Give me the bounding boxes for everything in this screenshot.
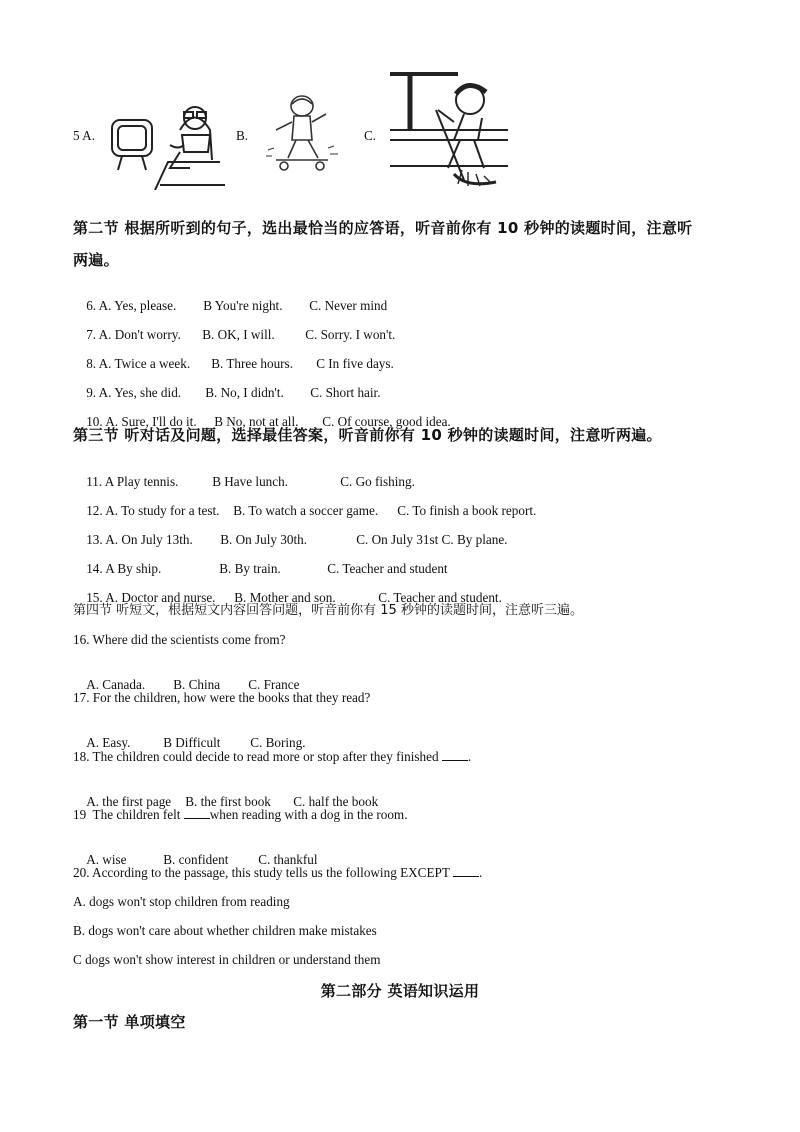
- section4-title: 第四节 听短文，根据短文内容回答问题，听音前你有 15 秒钟的读题时间，注意听三遍。: [73, 603, 583, 618]
- q15-option-c: C. Teacher and student.: [378, 590, 502, 605]
- q16-option-a: A. Canada.: [86, 677, 146, 692]
- section2-title-line1: 第二节 根据所听到的句子，选出最恰当的应答语，听音前你有 10 秒钟的读题时间，注意听: [73, 219, 693, 237]
- q12-option-a: 12. A. To study for a test.: [86, 503, 220, 518]
- q6-option-a: 6. A. Yes, please.: [86, 298, 177, 313]
- q8-option-c: C In five days.: [316, 356, 394, 371]
- q20-question-text: 20. According to the passage, this study tells us the following EXCEPT: [73, 865, 450, 880]
- q18-question-text: 18. The children could decide to read more or stop after they finished: [73, 749, 439, 764]
- q16-option-b: B. China: [173, 677, 221, 692]
- q12-option-b: B. To watch a soccer game.: [233, 503, 379, 518]
- section3-title: 第三节 听对话及问题，选择最佳答案，听音前你有 10 秒钟的读题时间，注意听两遍。: [73, 426, 662, 444]
- q19-option-b: B. confident: [163, 852, 229, 867]
- q6-option-b: B You're night.: [203, 298, 283, 313]
- q9-option-c: C. Short hair.: [310, 385, 381, 400]
- q9-option-a: 9. A. Yes, she did.: [86, 385, 182, 400]
- tv-watching-picture: [100, 90, 230, 190]
- q5-label-a: [73, 128, 95, 144]
- q14-option-b: B. By train.: [219, 561, 281, 576]
- q8-option-b: B. Three hours.: [211, 356, 293, 371]
- q20-option-b: B. dogs won't care about whether children make mistakes: [73, 923, 377, 938]
- q16-option-c: C. France: [248, 677, 300, 692]
- q18-option-b: B. the first book: [185, 794, 271, 809]
- q17-option-a: A. Easy.: [86, 735, 131, 750]
- q7-option-b: B. OK, I will.: [202, 327, 275, 342]
- q19-option-a: A. wise: [86, 852, 127, 867]
- q20-question-end: .: [478, 865, 483, 880]
- q19-answer-blank: [184, 807, 210, 819]
- sweeping-picture: [388, 70, 513, 190]
- q13-option-a: 13. A. On July 13th.: [86, 532, 193, 547]
- q18-question: [73, 749, 471, 765]
- q12-option-c: C. To finish a book report.: [397, 503, 537, 518]
- q10-option-b: B No, not at all.: [214, 414, 299, 429]
- q9-option-b: B. No, I didn't.: [205, 385, 284, 400]
- q20-answer-blank: [453, 865, 479, 877]
- q14-option-a: 14. A By ship.: [86, 561, 162, 576]
- q5-option-b: B.: [236, 128, 249, 143]
- q13-option-c: C. On July 31st C. By plane.: [356, 532, 508, 547]
- q5-number: 5: [73, 128, 80, 143]
- q11-option-a: 11. A Play tennis.: [86, 474, 179, 489]
- q17-option-c: C. Boring.: [250, 735, 306, 750]
- q5-option-c: C.: [364, 128, 377, 143]
- q20-option-a: A. dogs won't stop children from reading: [73, 894, 290, 909]
- q8-option-a: 8. A. Twice a week.: [86, 356, 191, 371]
- q15-option-a: 15. A. Doctor and nurse.: [86, 590, 216, 605]
- q10-option-c: C. Of course, good idea.: [322, 414, 451, 429]
- part2-title: 第二部分 英语知识运用: [320, 982, 480, 1000]
- q19-option-c: C. thankful: [258, 852, 318, 867]
- section2-title-line2: 两遍。: [73, 251, 119, 269]
- q7-option-a: 7. A. Don't worry.: [86, 327, 181, 342]
- part2-section1-title: 第一节 单项填空: [73, 1013, 186, 1031]
- q17-question: 17. For the children, how were the books that they read?: [73, 690, 371, 705]
- q14-option-c: C. Teacher and student: [327, 561, 448, 576]
- q18-option-a: A. the first page: [86, 794, 172, 809]
- q10-option-a: 10. A. Sure, I'll do it.: [86, 414, 197, 429]
- q19-question-end: when reading with a dog in the room.: [209, 807, 408, 822]
- q20-option-c: C dogs won't show interest in children or understand them: [73, 952, 381, 967]
- q16-question: 16. Where did the scientists come from?: [73, 632, 286, 647]
- q19-question-text: 19 The children felt: [73, 807, 181, 822]
- q18-question-end: .: [467, 749, 472, 764]
- q11-option-b: B Have lunch.: [212, 474, 288, 489]
- q6-option-c: C. Never mind: [309, 298, 388, 313]
- q19-question: [73, 807, 408, 823]
- q5-option-a: A.: [82, 128, 95, 143]
- q7-option-c: C. Sorry. I won't.: [305, 327, 396, 342]
- q11-option-c: C. Go fishing.: [340, 474, 415, 489]
- q20-question: [73, 865, 482, 881]
- q15-option-b: B. Mother and son.: [234, 590, 336, 605]
- q13-option-b: B. On July 30th.: [220, 532, 308, 547]
- q18-answer-blank: [442, 749, 468, 761]
- skateboarding-picture: [262, 92, 342, 184]
- q17-option-b: B Difficult: [163, 735, 221, 750]
- q18-option-c: C. half the book: [293, 794, 379, 809]
